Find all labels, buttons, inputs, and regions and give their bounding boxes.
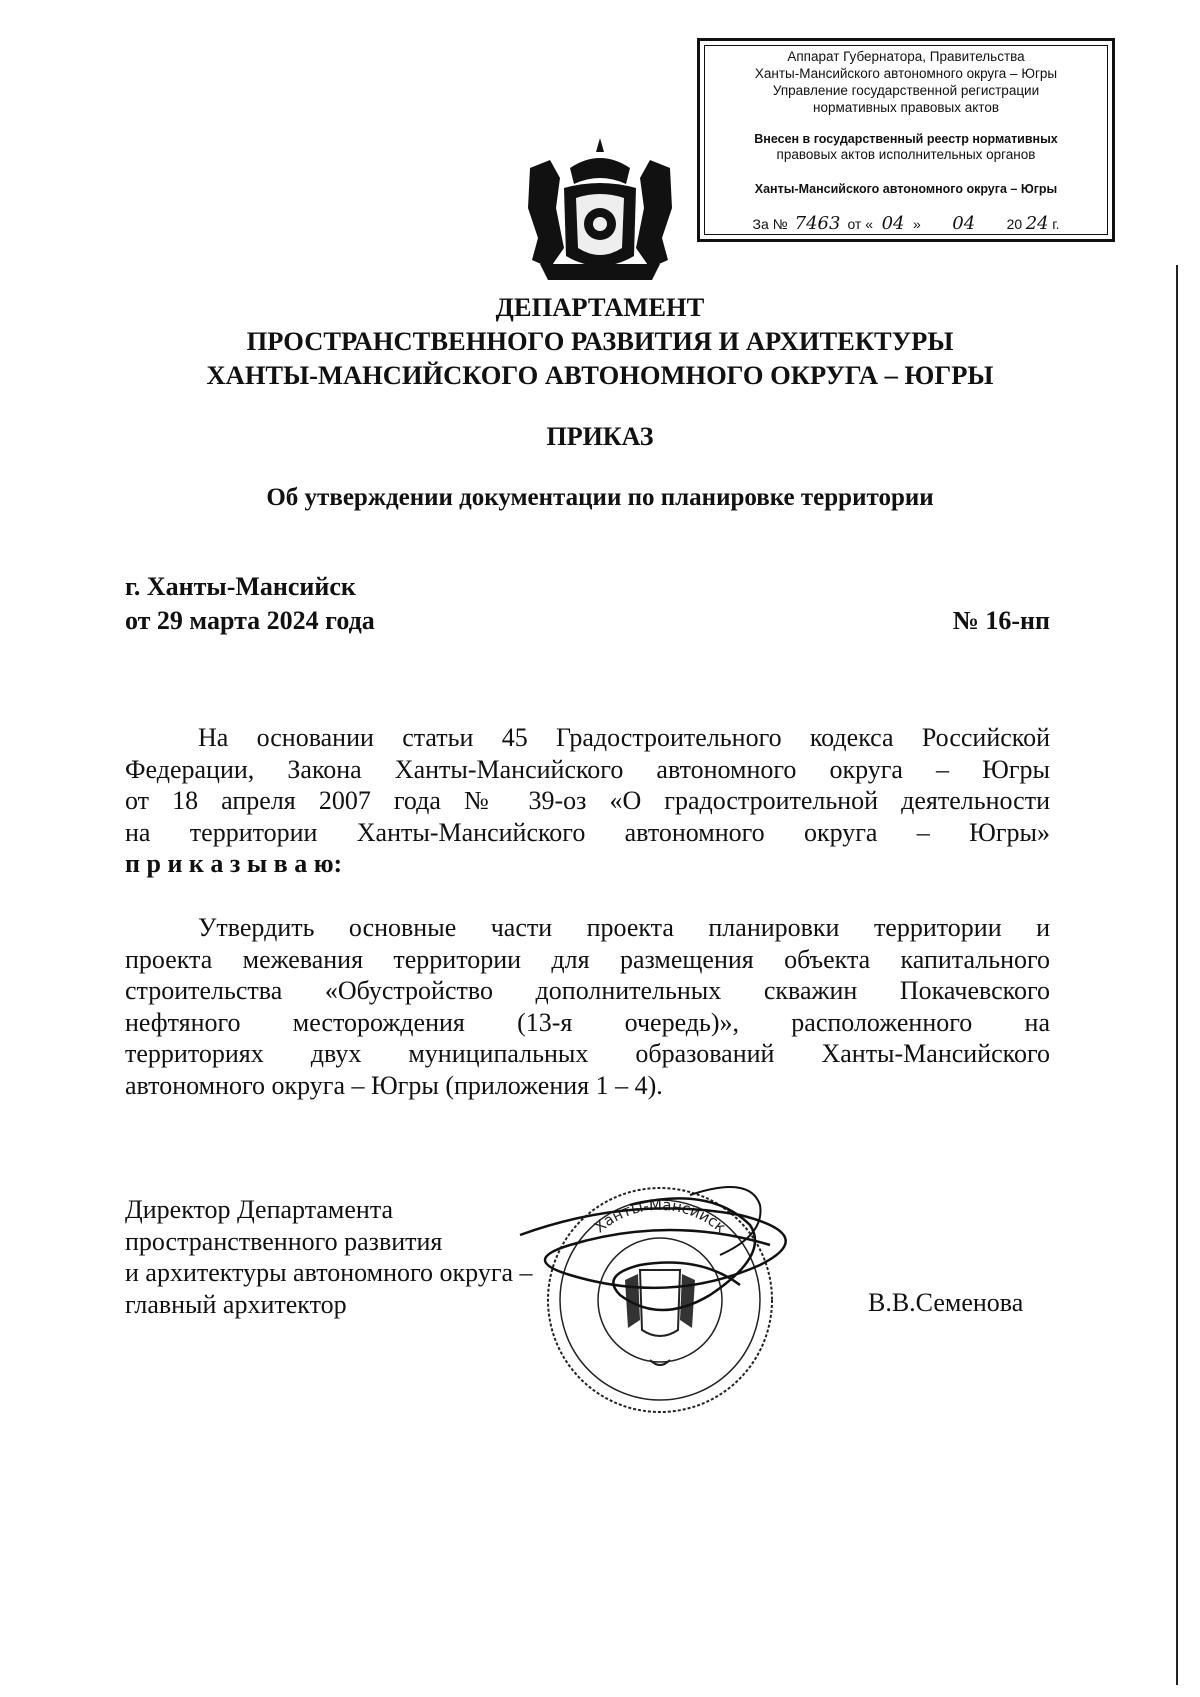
department-title-line: ДЕПАРТАМЕНТ [495, 292, 705, 322]
document-type: ПРИКАЗ [546, 422, 654, 451]
seal-text: Ханты-Мансийск [590, 1195, 730, 1237]
stamp-line: нормативных правовых актов [812, 100, 1000, 115]
document-subject: Об утверждении документации по планировке территории [266, 484, 934, 511]
coat-of-arms-emblem [520, 138, 680, 280]
registration-stamp [697, 38, 1115, 242]
stamp-region-line: Ханты-Мансийского автономного округа – Югры [754, 182, 1058, 196]
stamp-line: Ханты-Мансийского автономного округа – Югры [754, 66, 1058, 81]
signer-position-line: и архитектуры автономного округа – [125, 1258, 533, 1287]
stamp-line: Аппарат Губернатора, Правительства [787, 49, 1025, 64]
stamp-year: 24 [1022, 213, 1052, 235]
paragraph-line: Федерации, Закона Ханты-Мансийского автономного округа – Югры [125, 754, 1050, 784]
paragraph-line: от 18 апреля 2007 года № 39-оз «О градостроительной деятельности [125, 786, 1050, 815]
signer-position-line: главный архитектор [125, 1289, 347, 1319]
stamp-registry-line: правовых актов исполнительных органов [776, 147, 1036, 162]
stamp-registry-line: Внесен в государственный реестр нормативных [754, 132, 1058, 146]
paragraph-line: автономного округа – Югры (приложения 1 – 4). [125, 1070, 663, 1100]
paragraph-line: Утвердить основные части проекта планировки территории и [198, 913, 1050, 942]
paragraph-line: На основании статьи 45 Градостроительного кодекса Российской [198, 723, 1050, 752]
stamp-month: 04 [925, 213, 1003, 235]
handwritten-signature [510, 1175, 830, 1375]
scan-edge-line [1176, 265, 1178, 1685]
paragraph-line: проекта межевания территории для размещения объекта капитального [125, 944, 1050, 974]
paragraph-line: на территории Ханты-Мансийского автономного округа – Югры» [125, 817, 1050, 847]
stamp-registration-number: За № 7463 от « 04 » 04 20 24 г. [752, 213, 1060, 234]
department-title-line: ХАНТЫ-МАНСИЙСКОГО АВТОНОМНОГО ОКРУГА – ЮГРЫ [206, 360, 994, 390]
stamp-day: 04 [873, 213, 913, 235]
document-number: № 16-нп [952, 606, 1050, 635]
document-date: от 29 марта 2024 года [125, 606, 375, 635]
order-paragraph [125, 912, 1050, 1101]
department-title-line: ПРОСТРАНСТВЕННОГО РАЗВИТИЯ И АРХИТЕКТУРЫ [246, 326, 954, 356]
stamp-number: 7463 [792, 213, 844, 235]
document-city: г. Ханты-Мансийск [125, 572, 356, 601]
signer-position-line: Директор Департамента [125, 1195, 394, 1224]
paragraph-line: территориях двух муниципальных образований Ханты-Мансийского [125, 1039, 1050, 1068]
signer-position [125, 1194, 533, 1320]
signer-name: В.В.Семенова [868, 1288, 1024, 1317]
basis-paragraph [125, 722, 1050, 880]
order-word: п р и к а з ы в а ю: [125, 849, 343, 878]
paragraph-line: строительства «Обустройство дополнительных скважин Покачевского [125, 976, 1050, 1005]
stamp-line: Управление государственной регистрации [772, 83, 1040, 98]
paragraph-line: нефтяного месторождения (13-я очередь)», расположенного на [125, 1007, 1050, 1037]
signer-position-line: пространственного развития [125, 1226, 443, 1256]
